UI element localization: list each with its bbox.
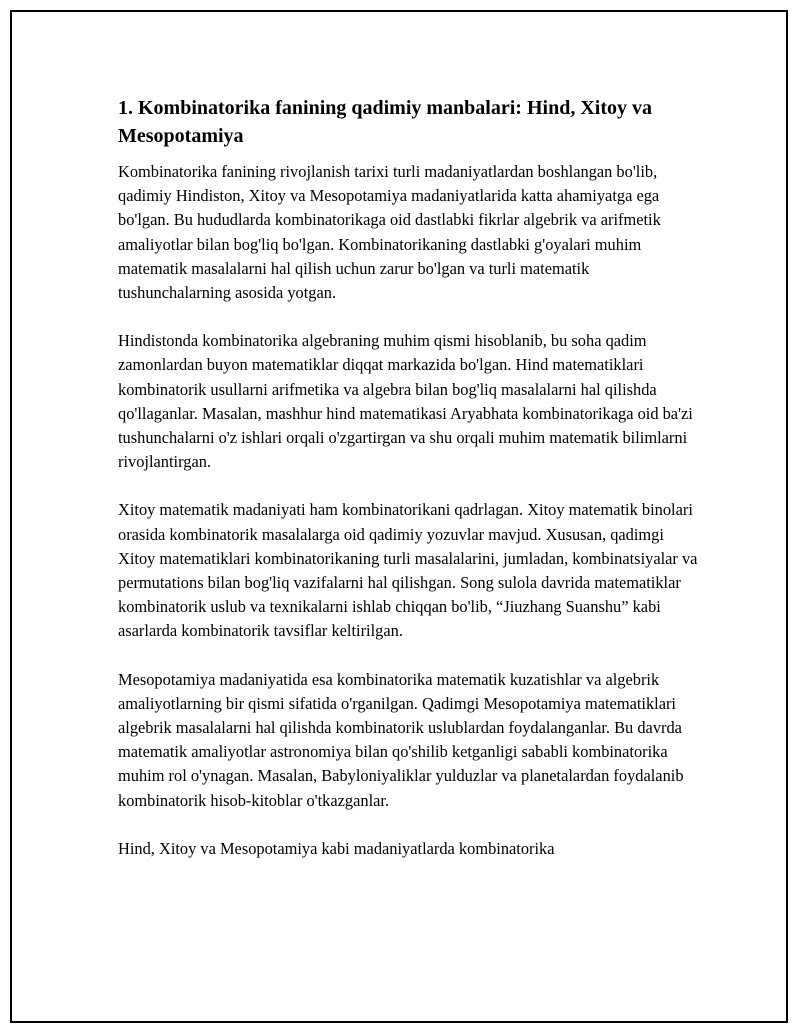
- document-body: [118, 94, 698, 861]
- paragraph-china: Xitoy matematik madaniyati ham kombinatorikani qadrlagan. Xitoy matematik binolari orasida kombinatorik masalalarga oid qadimiy yozuvlar mavjud. Xususan, qadimgi Xitoy matematiklari kombinatorikaning turli masalalarini, jumladan, kombinatsiyalar va permutations bilan bog'liq vazifalarni hal qilishgan. Song sulola davrida matematiklar kombinatorik uslub va texnikalarni ishlab chiqqan bo'lib, “Jiuzhang Suanshu” kabi asarlarda kombinatorik tavsiflar keltirilgan.: [118, 500, 698, 641]
- paragraph-india: Hindistonda kombinatorika algebraning muhim qismi hisoblanib, bu soha qadim zamonlardan buyon matematiklar diqqat markazida bo'lgan. Hind matematiklari kombinatorik usullarni arifmetika va algebra bilan bog'liq masalalarni hal qilishda qo'llaganlar. Masalan, mashhur hind matematikasi Aryabhata kombinatorikaga oid ba'zi tushunchalarni o'z ishlari orqali o'zgartirgan va shu orqali muhim matematik bilimlarni rivojlantirgan.: [118, 331, 693, 472]
- paragraph-mesopotamia: Mesopotamiya madaniyatida esa kombinatorika matematik kuzatishlar va algebrik amaliyotlarning bir qismi sifatida o'rganilgan. Qadimgi Mesopotamiya matematiklari algebrik masalalarni hal qilishda kombinatorik uslublardan foydalanganlar. Bu davrda matematik amaliyotlar astronomiya bilan qo'shilib ketganligi sababli kombinatorika muhim rol o'ynagan. Masalan, Babyloniyaliklar yulduzlar va planetalardan foydalanib kombinatorik hisob-kitoblar o'tkazganlar.: [118, 669, 684, 810]
- paragraph-intro: Kombinatorika fanining rivojlanish tarixi turli madaniyatlardan boshlangan bo'lib, qadimiy Hindiston, Xitoy va Mesopotamiya madaniyatlarida katta ahamiyatga ega bo'lgan. Bu hududlarda kombinatorikaga oid dastlabki fikrlar algebrik va arifmetik amaliyotlar bilan bog'liq bo'lgan. Kombinatorikaning dastlabki g'oyalari muhim matematik masalalarni hal qilish uchun zarur bo'lgan va turli matematik tushunchalarning asosida yotgan.: [118, 162, 661, 303]
- paragraph-summary: Hind, Xitoy va Mesopotamiya kabi madaniyatlarda kombinatorika: [118, 838, 555, 858]
- section-title: 1. Kombinatorika fanining qadimiy manbalari: Hind, Xitoy va Mesopotamiya: [118, 97, 652, 147]
